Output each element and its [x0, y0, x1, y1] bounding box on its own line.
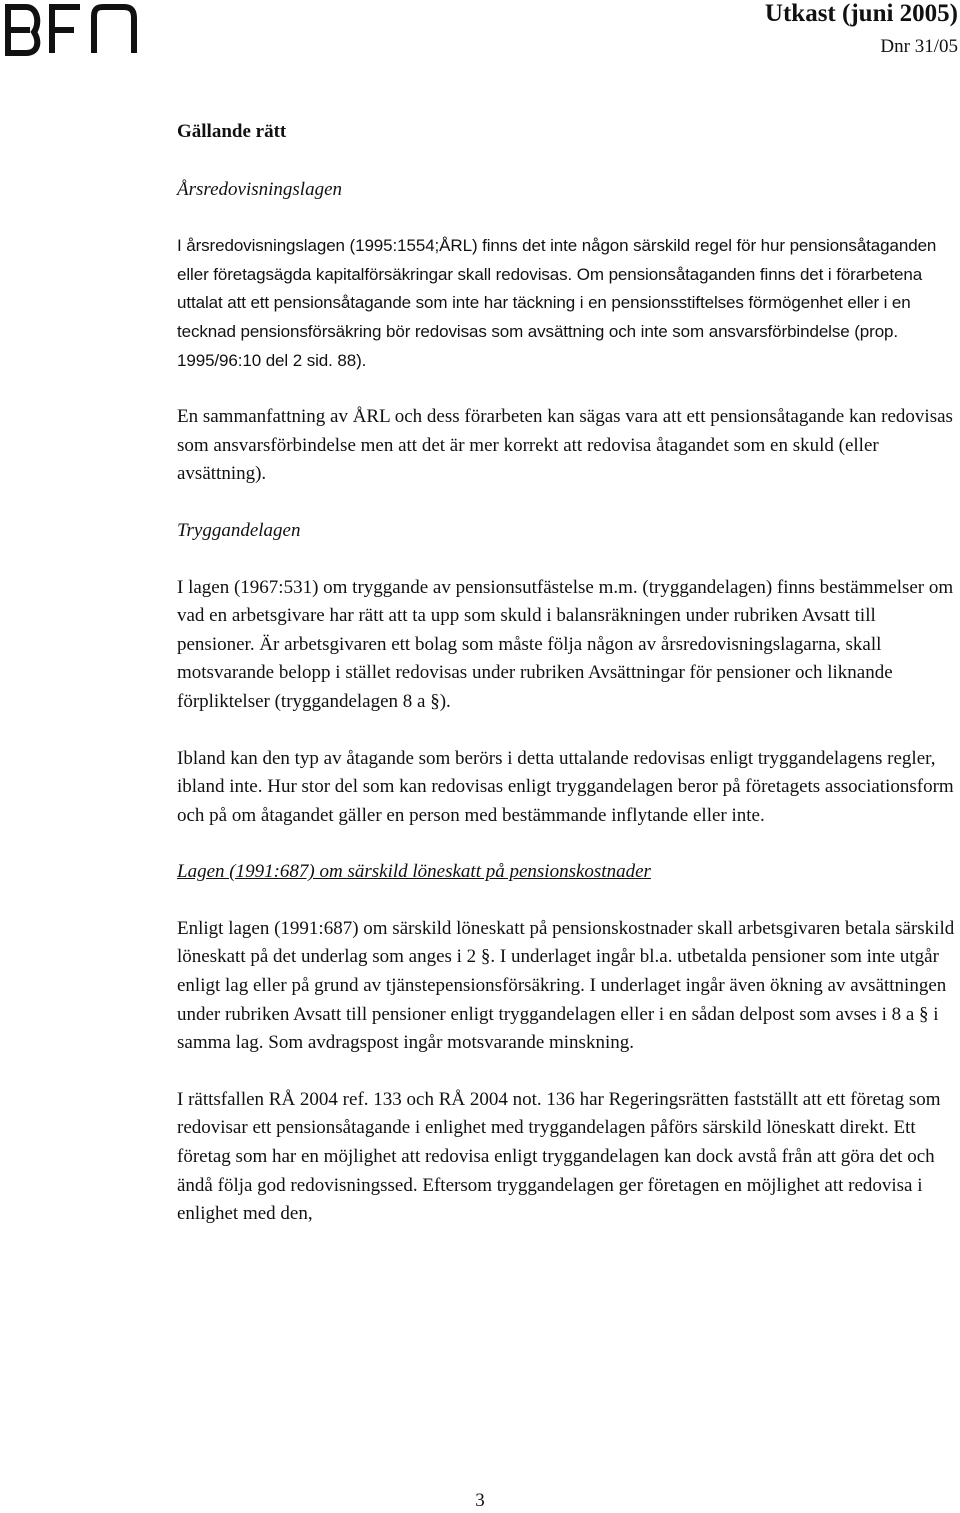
bfn-logo — [2, 2, 140, 58]
subheading-arl: Årsredovisningslagen — [177, 178, 343, 200]
arl-paragraph-2: En sammanfattning av ÅRL och dess förarbeten kan sägas vara att ett pensionsåtagande kan redovisas som ansvarsförbindelse men att det är mer korrekt att redovisa åtagandet som en skuld (eller avsättning). — [177, 406, 953, 485]
draft-label: Utkast (juni 2005) — [764, 0, 958, 27]
tryggande-paragraph-2: Ibland kan den typ av åtagande som berörs i detta uttalande redovisas enligt tryggandelagens regler, ibland inte. Hur stor del som kan redovisas enligt tryggandelagen beror på företagets associationsform och på om åtagandet gäller en person med bestämmande inflytande eller inte. — [177, 747, 954, 826]
loneskatt-paragraph-1: Enligt lagen (1991:687) om särskild löneskatt på pensionskostnader skall arbetsgivaren betala särskild löneskatt på det underlag som anges i 2 §. I underlaget ingår bl.a. utbetalda pensioner som inte utgår enligt lag eller på grund av tjänstepensionsförsäkring. I underlaget ingår även ökning av avsättningen under rubriken Avsatt till pensioner enligt tryggandelagen eller i en sådan delpost som avses i 8 a § i samma lag. Som avdragspost ingår motsvarande minskning. — [177, 917, 955, 1054]
arl-paragraph-1: I årsredovisningslagen (1995:1554;ÅRL) finns det inte någon särskild regel för hur pensionsåtaganden eller företagsägda kapitalförsäkringar skall redovisas. Om pensionsåtaganden finns det i förarbetena uttalat att ett pensionsåtagande som inte har täckning i en pensionsstiftelses förmögenhet eller i en tecknad pensionsförsäkring bör redovisas som avsättning och inte som ansvarsförbindelse (prop. 1995/96:10 del 2 sid. 88). — [177, 236, 937, 370]
document-body — [177, 118, 955, 1257]
document-number: Dnr 31/05 — [880, 36, 958, 57]
page-number: 3 — [475, 1490, 485, 1511]
section-heading: Gällande rätt — [177, 121, 287, 142]
subheading-loneskatt: Lagen (1991:687) om särskild löneskatt på pensionskostnader — [177, 861, 651, 883]
subheading-tryggandelagen: Tryggandelagen — [177, 519, 301, 541]
tryggande-paragraph-1: I lagen (1967:531) om tryggande av pensionsutfästelse m.m. (tryggandelagen) finns bestämmelser om vad en arbetsgivare har rätt att ta upp som skuld i balansräkningen under rubriken Avsatt till pensioner. Är arbetsgivaren ett bolag som måste följa någon av årsredovisningslagarna, skall motsvarande belopp i stället redovisas under rubriken Avsättningar för pensioner och liknande förpliktelser (tryggandelagen 8 a §). — [177, 576, 954, 712]
loneskatt-paragraph-2: I rättsfallen RÅ 2004 ref. 133 och RÅ 2004 not. 136 har Regeringsrätten fastställt att ett företag som redovisar ett pensionsåtagande i enlighet med tryggandelagen påförs särskild löneskatt direkt. Ett företag som har en möjlighet att redovisa enligt tryggandelagen kan dock avstå från att göra det och ändå följa god redovisningssed. Eftersom tryggandelagen ger företagen en möjlighet att redovisa i enlighet med den, — [177, 1088, 941, 1225]
